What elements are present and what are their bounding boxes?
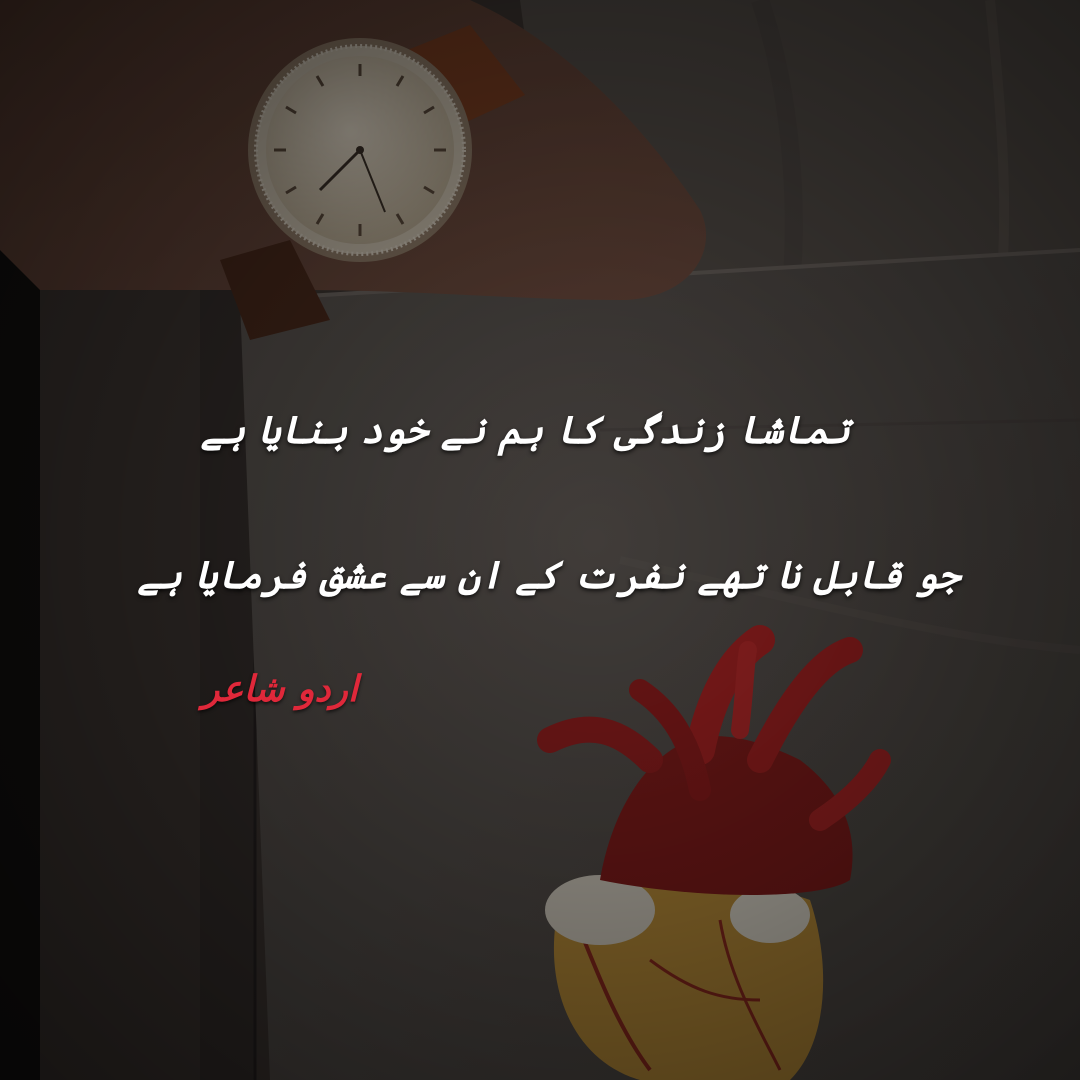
signature: اردو شاعر <box>202 669 358 710</box>
poem-line-2: جو قابل نا تھے نفرت کے ان سے عشق فرمایا ہے <box>137 553 960 597</box>
poem-line-1: تماشا زندگی کا ہم نے خود بنایا ہے <box>200 408 850 452</box>
